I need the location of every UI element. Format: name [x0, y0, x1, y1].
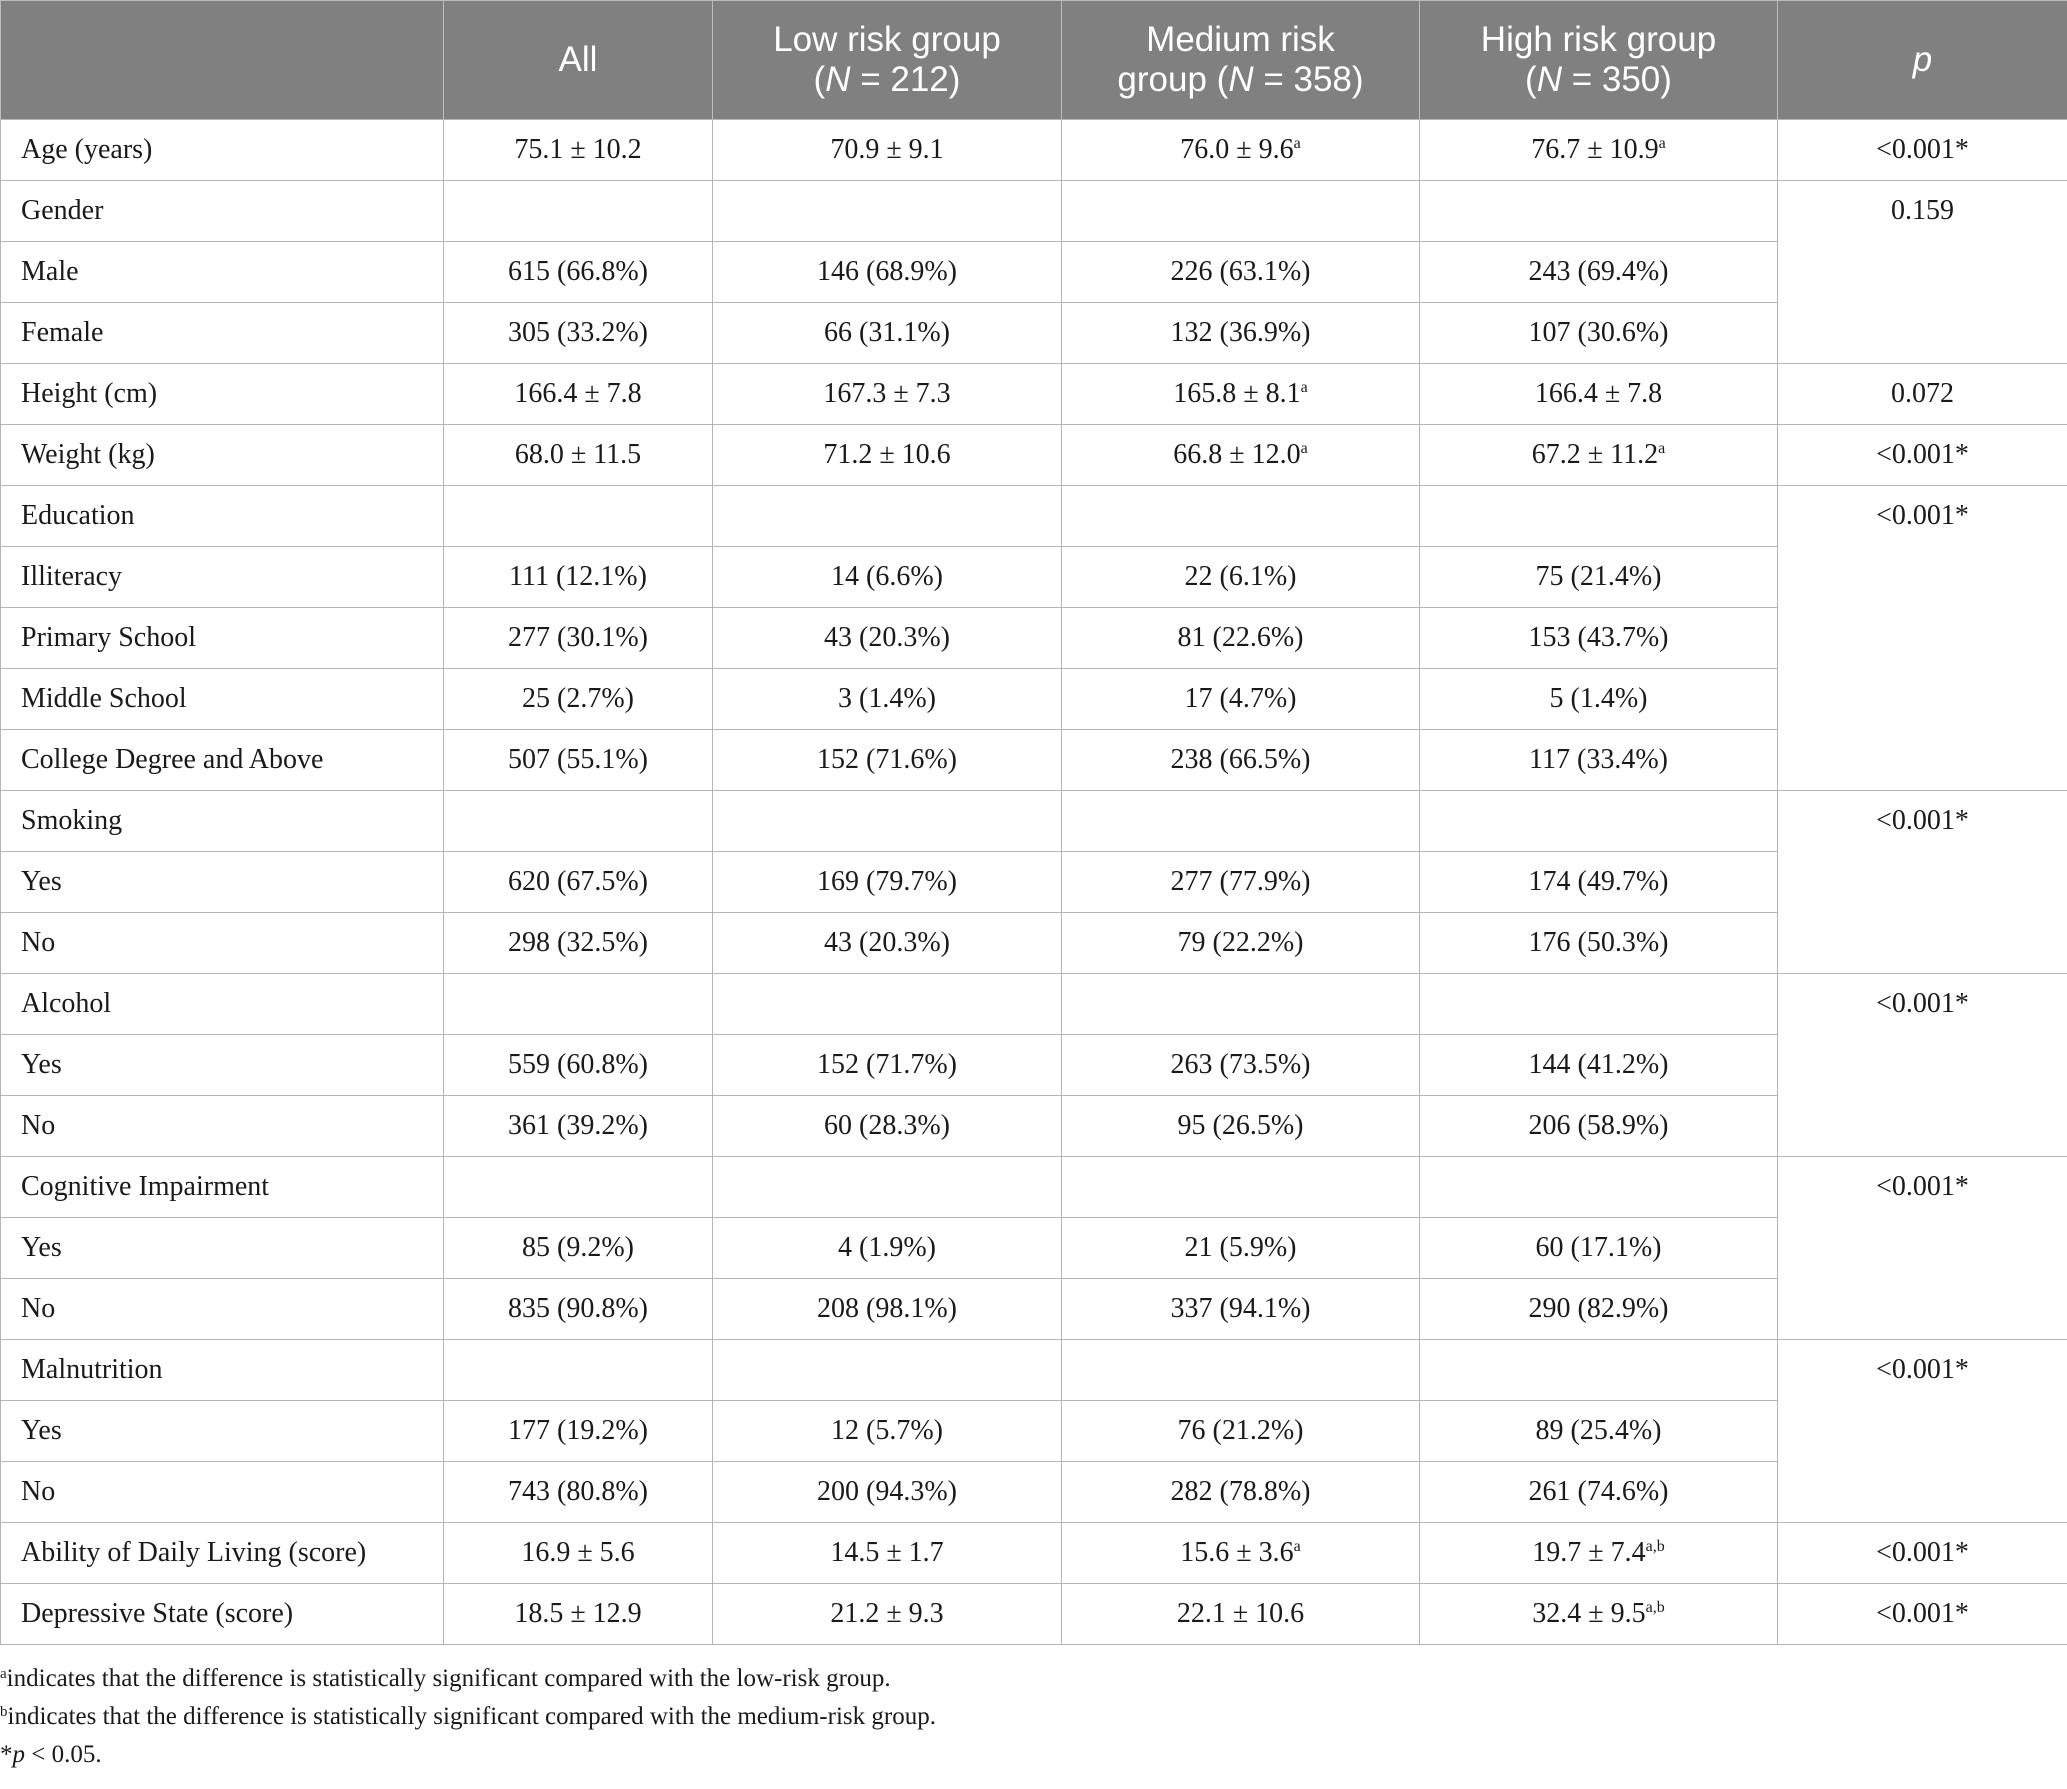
cell-low-value: 21.2 ± 9.3	[830, 1598, 944, 1629]
table-footnotes	[0, 1660, 2067, 1774]
table-row	[1, 242, 2067, 303]
cell-all	[444, 791, 713, 852]
cell-low	[713, 1035, 1062, 1096]
cell-high	[1420, 1279, 1778, 1340]
cell-med	[1062, 791, 1420, 852]
cell-high	[1420, 303, 1778, 364]
header-high-risk-count: = 350)	[1561, 60, 1672, 99]
cell-p-value: 0.159	[1778, 181, 2067, 364]
cell-med	[1062, 242, 1420, 303]
table-row	[1, 1401, 2067, 1462]
cell-med	[1062, 1096, 1420, 1157]
cell-med	[1062, 1157, 1420, 1218]
cell-med-value: 165.8 ± 8.1	[1173, 378, 1301, 409]
header-medium-risk-line1: Medium risk	[1146, 20, 1335, 59]
cell-high	[1420, 1401, 1778, 1462]
cell-high-value: 76.7 ± 10.9	[1531, 134, 1659, 165]
cell-med	[1062, 608, 1420, 669]
row-label: College Degree and Above	[1, 730, 444, 791]
cell-low	[713, 242, 1062, 303]
cell-med	[1062, 1401, 1420, 1462]
table-row	[1, 486, 2067, 547]
header-row	[1, 1, 2067, 120]
cell-all-value: 177 (19.2%)	[508, 1415, 648, 1446]
cell-med-value: 22 (6.1%)	[1184, 561, 1297, 592]
cell-low	[713, 1584, 1062, 1645]
cell-high	[1420, 791, 1778, 852]
cell-all	[444, 1462, 713, 1523]
cell-med-value: 76.0 ± 9.6	[1180, 134, 1294, 165]
row-label: Primary School	[1, 608, 444, 669]
footnote-a-text: indicates that the difference is statistically significant compared with the low-risk group.	[6, 1665, 891, 1692]
cell-all-value: 85 (9.2%)	[522, 1232, 634, 1263]
table-row	[1, 425, 2067, 486]
cell-high	[1420, 1462, 1778, 1523]
table-row	[1, 1035, 2067, 1096]
header-low-risk-line2: (N = 212)	[813, 60, 961, 99]
cell-all-value: 361 (39.2%)	[508, 1110, 648, 1141]
cell-med-value: 132 (36.9%)	[1170, 317, 1311, 348]
cell-p-value: <0.001*	[1778, 120, 2067, 181]
table-row	[1, 974, 2067, 1035]
cell-low-value: 167.3 ± 7.3	[823, 378, 951, 409]
table-row	[1, 1584, 2067, 1645]
cell-p-value: 0.072	[1778, 364, 2067, 425]
table-row	[1, 669, 2067, 730]
cell-low	[713, 303, 1062, 364]
cell-med-value: 95 (26.5%)	[1177, 1110, 1304, 1141]
footnote-a	[0, 1660, 2067, 1698]
footnote-b-text: indicates that the difference is statistically significant compared with the medium-risk group.	[7, 1703, 936, 1730]
footnote-star	[0, 1736, 2067, 1774]
cell-med-value: 79 (22.2%)	[1177, 927, 1304, 958]
cell-high-value: 75 (21.4%)	[1535, 561, 1662, 592]
cell-med	[1062, 1584, 1420, 1645]
cell-high	[1420, 120, 1778, 181]
cell-all-value: 507 (55.1%)	[508, 744, 648, 775]
cell-low-value: 60 (28.3%)	[824, 1110, 950, 1141]
cell-low-value: 43 (20.3%)	[824, 622, 950, 653]
header-high-risk-line2: (N = 350)	[1525, 60, 1672, 99]
cell-high	[1420, 974, 1778, 1035]
table-row	[1, 1523, 2067, 1584]
cell-high-value: 261 (74.6%)	[1528, 1476, 1669, 1507]
cell-p-value: <0.001*	[1778, 425, 2067, 486]
cell-med-value: 76 (21.2%)	[1177, 1415, 1304, 1446]
cell-all	[444, 913, 713, 974]
footnote-b-mark: b	[0, 1704, 8, 1720]
cell-high-superscript: a,b	[1645, 1538, 1665, 1555]
row-label: Alcohol	[1, 974, 444, 1035]
row-label: No	[1, 913, 444, 974]
cell-low	[713, 1523, 1062, 1584]
row-label: Yes	[1, 1218, 444, 1279]
cell-low-value: 4 (1.9%)	[838, 1232, 936, 1263]
cell-med-value: 282 (78.8%)	[1170, 1476, 1311, 1507]
cell-all	[444, 486, 713, 547]
cell-low	[713, 364, 1062, 425]
cell-low	[713, 1279, 1062, 1340]
cell-low	[713, 1401, 1062, 1462]
cell-all	[444, 669, 713, 730]
cell-low-value: 208 (98.1%)	[817, 1293, 957, 1324]
cell-high-value: 290 (82.9%)	[1528, 1293, 1669, 1324]
row-label: Yes	[1, 1401, 444, 1462]
cell-low	[713, 1157, 1062, 1218]
cell-high-value: 32.4 ± 9.5	[1532, 1598, 1646, 1629]
cell-p-value: <0.001*	[1778, 1340, 2067, 1523]
cell-high	[1420, 852, 1778, 913]
cell-low-value: 14 (6.6%)	[831, 561, 943, 592]
cell-low-value: 146 (68.9%)	[817, 256, 957, 287]
header-medium-risk	[1062, 1, 1420, 120]
cell-med	[1062, 303, 1420, 364]
cell-med	[1062, 1462, 1420, 1523]
row-label: Illiteracy	[1, 547, 444, 608]
cell-all	[444, 364, 713, 425]
cell-p-value: <0.001*	[1778, 1523, 2067, 1584]
cell-med	[1062, 1218, 1420, 1279]
cell-low-value: 152 (71.7%)	[817, 1049, 957, 1080]
cell-med	[1062, 974, 1420, 1035]
cell-all-value: 743 (80.8%)	[508, 1476, 648, 1507]
cell-all	[444, 730, 713, 791]
cell-all-value: 75.1 ± 10.2	[514, 134, 642, 165]
cell-all-value: 25 (2.7%)	[522, 683, 634, 714]
cell-med-value: 21 (5.9%)	[1184, 1232, 1297, 1263]
cell-all-value: 620 (67.5%)	[508, 866, 648, 897]
cell-high-value: 89 (25.4%)	[1535, 1415, 1662, 1446]
cell-high-superscript: a,b	[1645, 1599, 1665, 1616]
cell-med	[1062, 120, 1420, 181]
cell-low	[713, 852, 1062, 913]
row-label: No	[1, 1279, 444, 1340]
cell-p-value: <0.001*	[1778, 791, 2067, 974]
header-p-value	[1778, 1, 2067, 120]
cell-low-value: 66 (31.1%)	[824, 317, 950, 348]
cell-low	[713, 425, 1062, 486]
cell-med-value: 15.6 ± 3.6	[1180, 1537, 1294, 1568]
header-low-risk	[713, 1, 1062, 120]
cell-low	[713, 547, 1062, 608]
cell-med	[1062, 730, 1420, 791]
cell-med	[1062, 364, 1420, 425]
cell-all	[444, 303, 713, 364]
cell-high-value: 176 (50.3%)	[1528, 927, 1669, 958]
cell-med	[1062, 1523, 1420, 1584]
cell-all-value: 111 (12.1%)	[509, 561, 647, 592]
row-label: Depressive State (score)	[1, 1584, 444, 1645]
cell-all	[444, 1584, 713, 1645]
cell-low	[713, 1218, 1062, 1279]
cell-high-value: 60 (17.1%)	[1535, 1232, 1662, 1263]
cell-low-value: 152 (71.6%)	[817, 744, 957, 775]
cell-all	[444, 1035, 713, 1096]
table-row	[1, 608, 2067, 669]
header-low-risk-n: N	[825, 60, 851, 99]
cell-all	[444, 1218, 713, 1279]
header-p-letter: p	[1912, 40, 1933, 79]
cell-low-value: 3 (1.4%)	[838, 683, 936, 714]
cell-high	[1420, 1523, 1778, 1584]
row-label: Male	[1, 242, 444, 303]
cell-all-value: 68.0 ± 11.5	[514, 439, 642, 470]
header-all: All	[444, 1, 713, 120]
cell-high-value: 166.4 ± 7.8	[1534, 378, 1663, 409]
cell-p-value: <0.001*	[1778, 1157, 2067, 1340]
cell-high	[1420, 913, 1778, 974]
footnote-a-mark: a	[0, 1666, 7, 1682]
cell-high-value: 206 (58.9%)	[1528, 1110, 1669, 1141]
cell-all	[444, 425, 713, 486]
cell-low-value: 200 (94.3%)	[817, 1476, 957, 1507]
cell-p-value: <0.001*	[1778, 974, 2067, 1157]
header-high-risk-line1: High risk group	[1480, 20, 1717, 59]
cell-high	[1420, 1157, 1778, 1218]
cell-med	[1062, 913, 1420, 974]
cell-high	[1420, 364, 1778, 425]
cell-high	[1420, 1035, 1778, 1096]
cell-all-value: 835 (90.8%)	[508, 1293, 648, 1324]
header-variable	[1, 1, 444, 120]
cell-high	[1420, 547, 1778, 608]
table-row	[1, 1340, 2067, 1401]
cell-all	[444, 181, 713, 242]
cell-high	[1420, 181, 1778, 242]
cell-med-value: 226 (63.1%)	[1170, 256, 1311, 287]
header-high-risk	[1420, 1, 1778, 120]
cell-low	[713, 1340, 1062, 1401]
cell-all	[444, 608, 713, 669]
cell-med	[1062, 181, 1420, 242]
cell-high	[1420, 425, 1778, 486]
header-low-risk-line1: Low risk group	[773, 20, 1001, 59]
table-body	[1, 120, 2067, 1645]
cell-high-value: 117 (33.4%)	[1529, 744, 1668, 775]
row-label: Female	[1, 303, 444, 364]
cell-all	[444, 120, 713, 181]
table-row	[1, 1462, 2067, 1523]
cell-low	[713, 181, 1062, 242]
cell-low-value: 14.5 ± 1.7	[830, 1537, 944, 1568]
cell-high	[1420, 608, 1778, 669]
cell-low	[713, 608, 1062, 669]
row-label: Gender	[1, 181, 444, 242]
cell-all-value: 16.9 ± 5.6	[521, 1537, 635, 1568]
cell-high	[1420, 242, 1778, 303]
cell-high	[1420, 730, 1778, 791]
cell-high	[1420, 486, 1778, 547]
cell-low	[713, 486, 1062, 547]
cell-all	[444, 1340, 713, 1401]
cell-high	[1420, 1584, 1778, 1645]
cell-med-superscript: a	[1293, 135, 1301, 152]
cell-all-value: 277 (30.1%)	[508, 622, 648, 653]
cell-high-value: 144 (41.2%)	[1528, 1049, 1669, 1080]
cell-p-value: <0.001*	[1778, 1584, 2067, 1645]
row-label: Age (years)	[1, 120, 444, 181]
cell-low-value: 43 (20.3%)	[824, 927, 950, 958]
cell-low	[713, 120, 1062, 181]
cell-high	[1420, 1340, 1778, 1401]
table-row	[1, 1218, 2067, 1279]
header-low-risk-count: = 212)	[850, 60, 961, 99]
header-medium-risk-n: N	[1228, 60, 1254, 99]
table-row	[1, 303, 2067, 364]
cell-med	[1062, 547, 1420, 608]
cell-all-value: 166.4 ± 7.8	[514, 378, 642, 409]
cell-med-value: 337 (94.1%)	[1170, 1293, 1311, 1324]
cell-all-value: 615 (66.8%)	[508, 256, 648, 287]
cell-med-value: 263 (73.5%)	[1170, 1049, 1311, 1080]
row-label: Yes	[1, 1035, 444, 1096]
table-row	[1, 547, 2067, 608]
cell-low	[713, 730, 1062, 791]
row-label: Weight (kg)	[1, 425, 444, 486]
cell-all	[444, 547, 713, 608]
cell-med	[1062, 1340, 1420, 1401]
cell-all	[444, 1157, 713, 1218]
cell-all-value: 18.5 ± 12.9	[514, 1598, 642, 1629]
cell-med-value: 22.1 ± 10.6	[1176, 1598, 1305, 1629]
row-label: Ability of Daily Living (score)	[1, 1523, 444, 1584]
cell-low-value: 71.2 ± 10.6	[823, 439, 951, 470]
cell-high-value: 153 (43.7%)	[1528, 622, 1669, 653]
table-row	[1, 364, 2067, 425]
cell-low	[713, 1096, 1062, 1157]
row-label: No	[1, 1462, 444, 1523]
footnote-star-mark: *	[0, 1741, 13, 1768]
cell-all	[444, 1401, 713, 1462]
row-label: Malnutrition	[1, 1340, 444, 1401]
cell-low	[713, 913, 1062, 974]
row-label: Height (cm)	[1, 364, 444, 425]
cell-high-value: 5 (1.4%)	[1549, 683, 1648, 714]
cell-med	[1062, 1279, 1420, 1340]
header-high-risk-n: N	[1536, 60, 1562, 99]
table-row	[1, 852, 2067, 913]
row-label: Education	[1, 486, 444, 547]
cell-med-value: 17 (4.7%)	[1184, 683, 1297, 714]
cell-med	[1062, 486, 1420, 547]
cell-all-value: 298 (32.5%)	[508, 927, 648, 958]
footnote-star-text: < 0.05.	[25, 1741, 102, 1768]
table-row	[1, 181, 2067, 242]
cell-high-superscript: a	[1658, 135, 1666, 152]
cell-med-value: 66.8 ± 12.0	[1173, 439, 1301, 470]
cell-med-value: 277 (77.9%)	[1170, 866, 1311, 897]
table-row	[1, 730, 2067, 791]
cell-low	[713, 791, 1062, 852]
cell-med	[1062, 425, 1420, 486]
table-row	[1, 1279, 2067, 1340]
cell-all	[444, 242, 713, 303]
cell-all	[444, 852, 713, 913]
table-row	[1, 1096, 2067, 1157]
table-row	[1, 791, 2067, 852]
cell-high	[1420, 1096, 1778, 1157]
header-medium-risk-count: = 358)	[1253, 60, 1364, 99]
cell-high-superscript: a	[1658, 440, 1666, 457]
row-label: Cognitive Impairment	[1, 1157, 444, 1218]
cell-low	[713, 974, 1062, 1035]
cell-high	[1420, 669, 1778, 730]
cell-all	[444, 1096, 713, 1157]
cell-all-value: 559 (60.8%)	[508, 1049, 648, 1080]
cell-med	[1062, 1035, 1420, 1096]
cell-high-value: 67.2 ± 11.2	[1531, 439, 1659, 470]
cell-high-value: 243 (69.4%)	[1528, 256, 1669, 287]
cell-med	[1062, 852, 1420, 913]
cell-all	[444, 974, 713, 1035]
cell-all	[444, 1279, 713, 1340]
table-row	[1, 913, 2067, 974]
cell-med	[1062, 669, 1420, 730]
cell-all-value: 305 (33.2%)	[508, 317, 648, 348]
cell-med-value: 238 (66.5%)	[1170, 744, 1311, 775]
cell-med-superscript: a	[1300, 379, 1308, 396]
footnote-b	[0, 1698, 2067, 1736]
footnote-star-p: p	[12, 1741, 25, 1768]
row-label: Middle School	[1, 669, 444, 730]
row-label: No	[1, 1096, 444, 1157]
cell-all	[444, 1523, 713, 1584]
header-medium-risk-group-word: group (	[1117, 60, 1229, 99]
cell-high	[1420, 1218, 1778, 1279]
header-medium-risk-line2	[1070, 60, 1411, 100]
cell-p-value: <0.001*	[1778, 486, 2067, 791]
cell-low-value: 12 (5.7%)	[831, 1415, 943, 1446]
table-row	[1, 1157, 2067, 1218]
cell-med-value: 81 (22.6%)	[1177, 622, 1304, 653]
cell-low	[713, 1462, 1062, 1523]
table-row	[1, 120, 2067, 181]
cell-med-superscript: a	[1300, 440, 1308, 457]
cell-low	[713, 669, 1062, 730]
cell-high-value: 107 (30.6%)	[1528, 317, 1669, 348]
row-label: Smoking	[1, 791, 444, 852]
cell-high-value: 19.7 ± 7.4	[1532, 1537, 1646, 1568]
row-label: Yes	[1, 852, 444, 913]
cell-low-value: 70.9 ± 9.1	[830, 134, 944, 165]
cell-high-value: 174 (49.7%)	[1528, 866, 1669, 897]
cell-low-value: 169 (79.7%)	[817, 866, 957, 897]
cell-med-superscript: a	[1293, 1538, 1301, 1555]
